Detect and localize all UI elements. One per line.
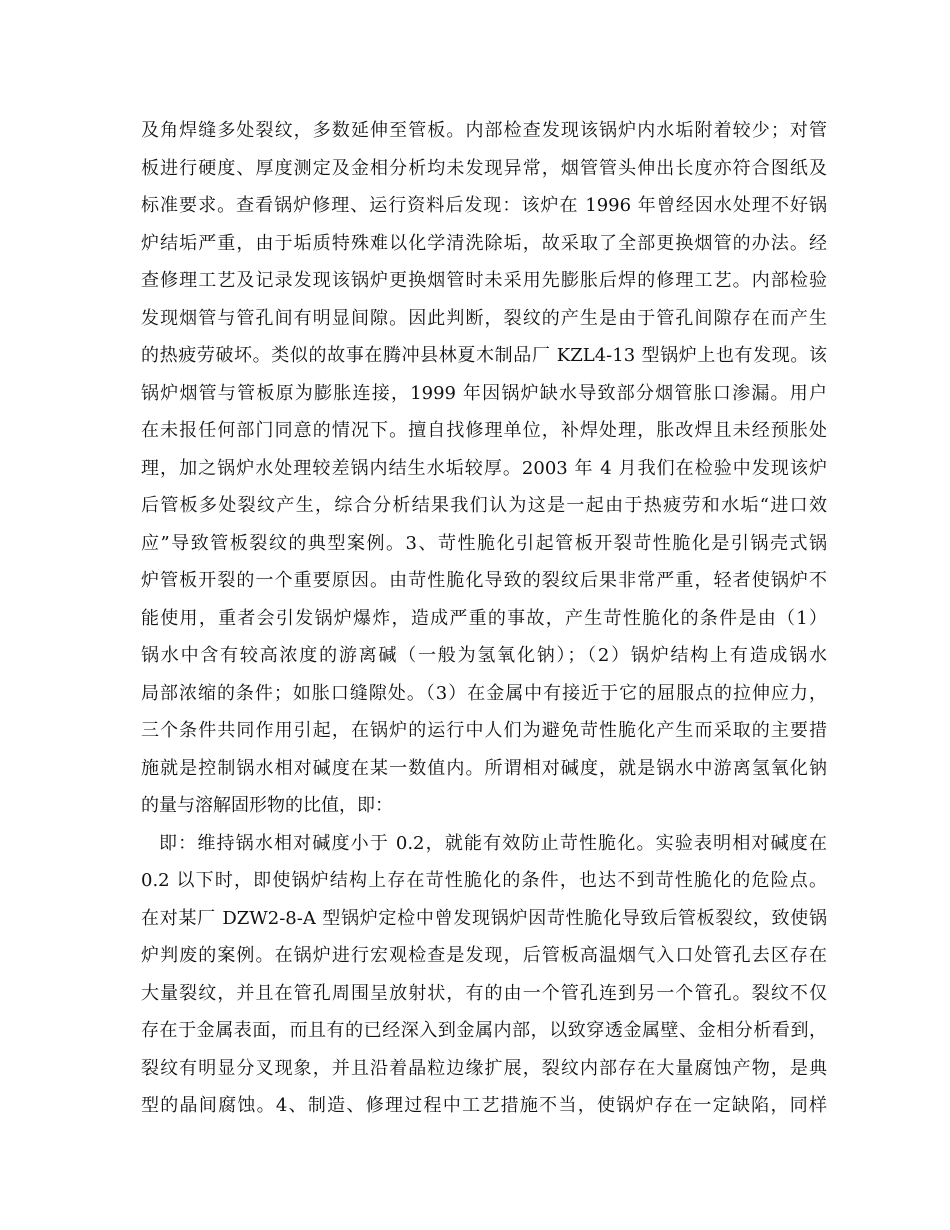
text-line: 及角焊缝多处裂纹，多数延伸至管板。内部检查发现该锅炉内水垢附着较少；对管 [141, 120, 827, 141]
text-line: 后管板多处裂纹产生，综合分析结果我们认为这是一起由于热疲劳和水垢“进口效 [141, 495, 827, 516]
text-line: 0.2 以下时，即使锅炉结构上存在苛性脆化的条件，也达不到苛性脆化的危险点。 [141, 870, 827, 891]
text-line: 三个条件共同作用引起，在锅炉的运行中人们为避免苛性脆化产生而采取的主要措 [141, 720, 827, 741]
text-line: 的量与溶解固形物的比值，即： [141, 795, 393, 816]
text-line: 存在于金属表面，而且有的已经深入到金属内部，以致穿透金属壁、金相分析看到， [141, 1020, 827, 1041]
text-line: 锅水中含有较高浓度的游离碱（一般为氢氧化钠）；（2）锅炉结构上有造成锅水 [141, 645, 827, 666]
text-line: 的热疲劳破坏。类似的故事在腾冲县林夏木制品厂 KZL4-13 型锅炉上也有发现。该 [141, 345, 827, 366]
text-line: 炉判废的案例。在锅炉进行宏观检查是发现，后管板高温烟气入口处管孔去区存在 [141, 945, 827, 966]
text-line: 大量裂纹，并且在管孔周围呈放射状，有的由一个管孔连到另一个管孔。裂纹不仅 [141, 982, 827, 1004]
text-line: 在未报任何部门同意的情况下。擅自找修理单位，补焊处理，胀改焊且未经预胀处 [141, 420, 827, 441]
text-line: 锅炉烟管与管板原为膨胀连接，1999 年因锅炉缺水导致部分烟管胀口渗漏。用户 [141, 382, 827, 404]
text-line: 裂纹有明显分叉现象，并且沿着晶粒边缘扩展，裂纹内部存在大量腐蚀产物，是典 [141, 1057, 827, 1079]
text-line: 能使用，重者会引发锅炉爆炸，造成严重的事故，产生苛性脆化的条件是由（1） [141, 607, 827, 629]
text-line: 发现烟管与管孔间有明显间隙。因此判断，裂纹的产生是由于管孔间隙存在而产生 [141, 307, 827, 329]
text-line: 型的晶间腐蚀。4、制造、修理过程中工艺措施不当，使锅炉存在一定缺陷，同样 [141, 1095, 827, 1116]
text-line: 即：维持锅水相对碱度小于 0.2，就能有效防止苛性脆化。实验表明相对碱度在 [159, 832, 827, 854]
document-body [141, 112, 827, 1125]
text-line: 炉结垢严重，由于垢质特殊难以化学清洗除垢，故采取了全部更换烟管的办法。经 [141, 232, 827, 254]
text-line: 查修理工艺及记录发现该锅炉更换烟管时未采用先膨胀后焊的修理工艺。内部检验 [141, 270, 827, 291]
text-line: 炉管板开裂的一个重要原因。由苛性脆化导致的裂纹后果非常严重，轻者使锅炉不 [141, 570, 827, 591]
text-line: 理，加之锅炉水处理较差锅内结生水垢较厚。2003 年 4 月我们在检验中发现该炉 [141, 457, 827, 479]
text-line: 板进行硬度、厚度测定及金相分析均未发现异常，烟管管头伸出长度亦符合图纸及 [141, 157, 827, 179]
text-line: 局部浓缩的条件；如胀口缝隙处。（3）在金属中有接近于它的屈服点的拉伸应力， [141, 682, 827, 704]
text-line: 在对某厂 DZW2-8-A 型锅炉定检中曾发现锅炉因苛性脆化导致后管板裂纹，致使锅 [141, 907, 827, 929]
text-line: 应”导致管板裂纹的典型案例。3、苛性脆化引起管板开裂苛性脆化是引锅壳式锅 [141, 532, 827, 554]
text-line: 施就是控制锅水相对碱度在某一数值内。所谓相对碱度，就是锅水中游离氢氧化钠 [141, 757, 827, 779]
text-line: 标准要求。查看锅炉修理、运行资料后发现：该炉在 1996 年曾经因水处理不好锅 [141, 195, 827, 216]
